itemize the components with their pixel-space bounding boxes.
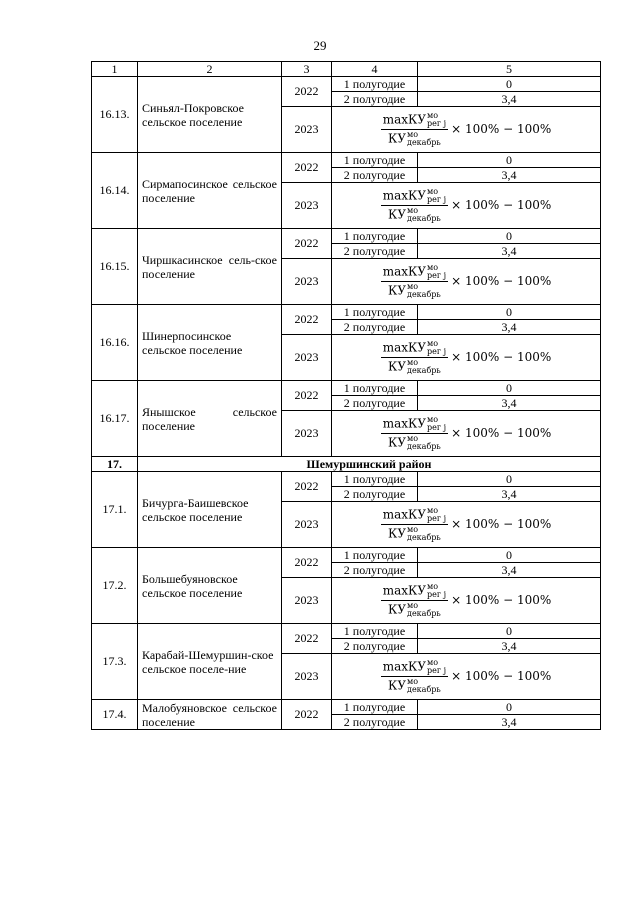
settlement-name-text: Янышское сельское поселение: [142, 404, 277, 433]
value-cell: 0: [418, 548, 601, 563]
formula-denominator: КУ мо декабрь: [388, 677, 441, 694]
settlement-number: 17.3.: [92, 624, 138, 700]
half-year-label: 2 полугодие: [332, 563, 418, 578]
header-cell: 5: [418, 62, 601, 77]
half-year-label: 1 полугодие: [332, 624, 418, 639]
settlement-row: [92, 700, 601, 715]
formula-numerator: maxКУ мо рег j: [382, 582, 447, 599]
value-cell: 0: [418, 305, 601, 320]
settlement-name: [138, 624, 282, 700]
settlement-number: 16.14.: [92, 153, 138, 229]
year-cell: 2023: [282, 107, 332, 153]
half-year-label: 2 полугодие: [332, 396, 418, 411]
settlement-number: 16.15.: [92, 229, 138, 305]
year-cell: 2022: [282, 229, 332, 259]
growth-formula: [381, 112, 552, 147]
formula-tail: × 100% − 100%: [451, 669, 552, 683]
value-cell: 3,4: [418, 168, 601, 183]
formula-fraction: [381, 659, 448, 694]
formula-fraction: [381, 507, 448, 542]
settlement-row: [92, 229, 601, 244]
settlement-name: [138, 305, 282, 381]
growth-formula: [381, 340, 552, 375]
growth-formula: [381, 416, 552, 451]
formula-fraction: [381, 340, 448, 375]
value-cell: 0: [418, 153, 601, 168]
half-year-label: 1 полугодие: [332, 381, 418, 396]
settlement-name-text: Чиршкасинское сель-ское поселение: [142, 252, 277, 281]
year-cell: 2023: [282, 502, 332, 548]
settlement-name-text: Бичурга-Баишевское сельское поселение: [142, 495, 249, 524]
header-row: [92, 62, 601, 77]
half-year-label: 1 полугодие: [332, 77, 418, 92]
year-cell: 2022: [282, 700, 332, 730]
district-number: 17.: [92, 457, 138, 472]
growth-formula: [381, 659, 552, 694]
formula-denominator: КУ мо декабрь: [388, 130, 441, 147]
formula-cell: [332, 107, 601, 153]
settlement-row: [92, 381, 601, 396]
year-cell: 2023: [282, 654, 332, 700]
value-cell: 0: [418, 229, 601, 244]
formula-tail: × 100% − 100%: [451, 350, 552, 364]
settlement-name-text: Большебуяновское сельское поселение: [142, 571, 243, 600]
settlement-number: 17.1.: [92, 472, 138, 548]
value-cell: 3,4: [418, 487, 601, 502]
formula-cell: [332, 578, 601, 624]
half-year-label: 1 полугодие: [332, 229, 418, 244]
half-year-label: 2 полугодие: [332, 244, 418, 259]
year-cell: 2023: [282, 183, 332, 229]
formula-cell: [332, 411, 601, 457]
half-year-label: 2 полугодие: [332, 320, 418, 335]
formula-numerator: maxКУ мо рег j: [382, 506, 447, 523]
half-year-label: 1 полугодие: [332, 153, 418, 168]
formula-tail: × 100% − 100%: [451, 517, 552, 531]
district-name: Шемуршинский район: [138, 457, 601, 472]
growth-formula: [381, 188, 552, 223]
formula-tail: × 100% − 100%: [451, 198, 552, 212]
half-year-label: 1 полугодие: [332, 305, 418, 320]
value-cell: 0: [418, 700, 601, 715]
value-cell: 3,4: [418, 639, 601, 654]
district-row: [92, 457, 601, 472]
header-cell: 1: [92, 62, 138, 77]
formula-denominator: КУ мо декабрь: [388, 525, 441, 542]
half-year-label: 2 полугодие: [332, 487, 418, 502]
tariff-table: [91, 61, 601, 730]
year-cell: 2022: [282, 77, 332, 107]
settlement-row: [92, 624, 601, 639]
page-number: 29: [313, 38, 327, 53]
half-year-label: 2 полугодие: [332, 92, 418, 107]
formula-denominator: КУ мо декабрь: [388, 358, 441, 375]
settlement-number: 16.17.: [92, 381, 138, 457]
settlement-row: [92, 77, 601, 92]
formula-tail: × 100% − 100%: [451, 122, 552, 136]
settlement-name-text: Синьял-Покровское сельское поселение: [142, 100, 244, 129]
formula-cell: [332, 502, 601, 548]
year-cell: 2022: [282, 153, 332, 183]
year-cell: 2023: [282, 411, 332, 457]
formula-denominator: КУ мо декабрь: [388, 601, 441, 618]
value-cell: 3,4: [418, 715, 601, 730]
settlement-row: [92, 153, 601, 168]
settlement-name-text: Шинерпосинское сельское поселение: [142, 328, 243, 357]
year-cell: 2022: [282, 305, 332, 335]
settlement-row: [92, 548, 601, 563]
formula-cell: [332, 335, 601, 381]
growth-formula: [381, 583, 552, 618]
year-cell: 2022: [282, 472, 332, 502]
settlement-name: [138, 381, 282, 457]
half-year-label: 1 полугодие: [332, 472, 418, 487]
half-year-label: 1 полугодие: [332, 548, 418, 563]
formula-numerator: maxКУ мо рег j: [382, 263, 447, 280]
header-cell: 3: [282, 62, 332, 77]
formula-fraction: [381, 264, 448, 299]
settlement-name-text: Малобуяновское сельское поселение: [142, 700, 277, 729]
value-cell: 0: [418, 472, 601, 487]
growth-formula: [381, 264, 552, 299]
formula-numerator: maxКУ мо рег j: [382, 339, 447, 356]
settlement-name: [138, 548, 282, 624]
formula-numerator: maxКУ мо рег j: [382, 658, 447, 675]
settlement-row: [92, 472, 601, 487]
formula-numerator: maxКУ мо рег j: [382, 111, 447, 128]
settlement-name: [138, 700, 282, 730]
settlement-name: [138, 229, 282, 305]
formula-denominator: КУ мо декабрь: [388, 206, 441, 223]
settlement-name-text: Сирмапосинское сельское поселение: [142, 176, 277, 205]
header-cell: 4: [332, 62, 418, 77]
settlement-number: 16.13.: [92, 77, 138, 153]
settlement-name-text: Карабай-Шемуршин-ское сельское поселе-ние: [142, 647, 274, 676]
formula-tail: × 100% − 100%: [451, 593, 552, 607]
value-cell: 0: [418, 77, 601, 92]
value-cell: 0: [418, 624, 601, 639]
half-year-label: 2 полугодие: [332, 168, 418, 183]
value-cell: 3,4: [418, 396, 601, 411]
value-cell: 3,4: [418, 244, 601, 259]
half-year-label: 1 полугодие: [332, 700, 418, 715]
value-cell: 0: [418, 381, 601, 396]
formula-cell: [332, 183, 601, 229]
growth-formula: [381, 507, 552, 542]
formula-numerator: maxКУ мо рег j: [382, 415, 447, 432]
formula-numerator: maxКУ мо рег j: [382, 187, 447, 204]
value-cell: 3,4: [418, 320, 601, 335]
settlement-name: [138, 77, 282, 153]
settlement-row: [92, 305, 601, 320]
year-cell: 2022: [282, 381, 332, 411]
formula-fraction: [381, 416, 448, 451]
formula-cell: [332, 259, 601, 305]
year-cell: 2023: [282, 335, 332, 381]
formula-tail: × 100% − 100%: [451, 274, 552, 288]
year-cell: 2023: [282, 259, 332, 305]
settlement-number: 17.2.: [92, 548, 138, 624]
formula-denominator: КУ мо декабрь: [388, 434, 441, 451]
header-cell: 2: [138, 62, 282, 77]
year-cell: 2022: [282, 624, 332, 654]
formula-cell: [332, 654, 601, 700]
settlement-name: [138, 472, 282, 548]
half-year-label: 2 полугодие: [332, 715, 418, 730]
formula-fraction: [381, 188, 448, 223]
settlement-number: 16.16.: [92, 305, 138, 381]
value-cell: 3,4: [418, 92, 601, 107]
year-cell: 2023: [282, 578, 332, 624]
settlement-number: 17.4.: [92, 700, 138, 730]
year-cell: 2022: [282, 548, 332, 578]
formula-fraction: [381, 583, 448, 618]
settlement-name: [138, 153, 282, 229]
formula-tail: × 100% − 100%: [451, 426, 552, 440]
half-year-label: 2 полугодие: [332, 639, 418, 654]
formula-denominator: КУ мо декабрь: [388, 282, 441, 299]
value-cell: 3,4: [418, 563, 601, 578]
formula-fraction: [381, 112, 448, 147]
